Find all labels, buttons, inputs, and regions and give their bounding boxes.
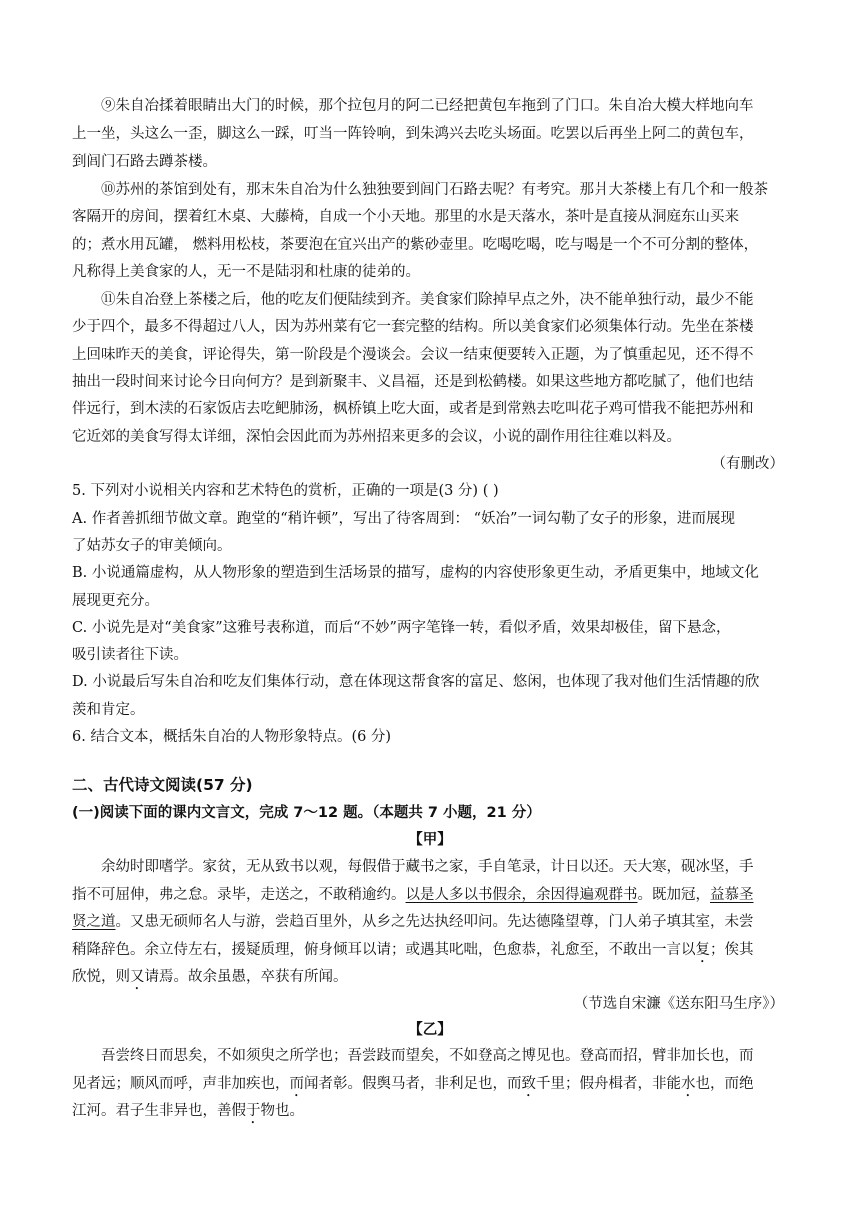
jia-line-4: [72, 940, 754, 966]
q5-option-b-line-2: 展现更充分。: [72, 593, 159, 609]
jia-line-3: [72, 912, 754, 932]
jia-line-1: 余幼时即嗜学。家贫，无从致书以观，每假借于藏书之家，手自笔录，计日以还。天大寒，砚冰坚，手: [101, 859, 754, 875]
passage-yi-label: 【乙】: [408, 1022, 452, 1038]
jia-line-3-text: 。又患无硕师名人与游，尝趋百里外，从乡之先达执经叩问。先达德隆望尊，门人弟子填其室，未尝: [115, 914, 754, 930]
story-p11-line-3: 上回味昨天的美食，评论得失，第一阶段是个漫谈会。会议一结束便要转入正题，为了慎重起见，还不得不: [72, 347, 754, 363]
section-2-heading: 二、古代诗文阅读(57 分): [72, 776, 253, 794]
story-p11-line-1: ⑪朱自冶登上茶楼之后，他的吃友们便陆续到齐。美食家们除掉早点之外，决不能单独行动，最少不能: [101, 292, 754, 308]
question-6: 6. 结合文本，概括朱自冶的人物形象特点。(6 分): [72, 729, 392, 745]
story-p11-line-6: 它近郊的美食写得太详细，深怕会因此而为苏州招来更多的会议，小说的副作用往往难以料及。: [72, 429, 681, 445]
jia-line-2-text-a: 指不可屈伸，弗之怠。录毕，走送之，不敢稍逾约。: [72, 887, 406, 903]
story-p9-line-2: 上一坐，头这么一歪，脚这么一踩，叮当一阵铃响，到朱鸿兴去吃头场面。吃罢以后再坐上阿二的黄包车，: [72, 126, 754, 142]
yi-dotted-word-zhi: 致: [521, 1076, 536, 1092]
yi-line-2-text-a: 见者远；顺风而呼，声非加疾也，: [72, 1076, 290, 1092]
q5-option-b-line-1: B. 小说通篇虚构，从人物形象的塑造到生活场景的描写，虚构的内容使形象更生动，矛盾更集中，地域文化: [72, 565, 759, 581]
jia-line-5-text-b: 请焉。故余虽愚，卒获有所闻。: [144, 969, 348, 985]
yi-line-2: [72, 1074, 754, 1100]
yi-dotted-word-yu: 于: [246, 1103, 261, 1119]
jia-line-2: [72, 885, 754, 905]
edit-note: （有删改）: [711, 456, 784, 472]
jia-line-5: [72, 967, 348, 993]
jia-line-2-text-b: 。既加冠，: [637, 887, 710, 903]
section-2-subheading: (一)阅读下面的课内文言文，完成 7～12 题。（本题共 7 小题，21 分）: [72, 805, 541, 821]
story-p10-line-4: 凡称得上美食家的人，无一不是陆羽和杜康的徒弟的。: [72, 264, 420, 280]
yi-line-1: 吾尝终日而思矣，不如须臾之所学也；吾尝跂而望矣，不如登高之博见也。登高而招，臂非加长也，而: [101, 1048, 754, 1064]
yi-line-2-text-b: 闻者彰。假舆马者，非利足也，而: [304, 1076, 522, 1092]
story-p11-line-2: 少于四个，最多不得超过八人，因为苏州菜有它一套完整的结构。所以美食家们必须集体行动。先坐在茶楼: [72, 319, 754, 335]
q5-option-c-line-1: C. 小说先是对“美食家”这雅号表称道，而后“不妙”两字笔锋一转，看似矛盾，效果却极佳，留下悬念，: [72, 620, 731, 636]
jia-underlined-phrase-start: 益慕圣: [710, 887, 754, 903]
jia-line-4-text-a: 稍降辞色。余立侍左右，援疑质理，俯身倾耳以请；或遇其叱咄，色愈恭，礼愈至，不敢出一言以: [72, 942, 696, 958]
yi-line-2-text-c: 千里；假舟楫者，非能: [536, 1076, 681, 1092]
story-p9-line-3: 到闾门石路去蹲茶楼。: [72, 154, 217, 170]
story-p9-line-1: ⑨朱自冶揉着眼睛出大门的时候，那个拉包月的阿二已经把黄包车拖到了门口。朱自冶大模大样地向车: [101, 98, 754, 114]
yi-dotted-word-shui: 水: [681, 1076, 696, 1092]
q5-option-d-line-1: D. 小说最后写朱自冶和吃友们集体行动，意在体现这帮食客的富足、悠闲，也体现了我对他们生活情趣的欣: [72, 674, 760, 690]
yi-dotted-word-er: 而: [289, 1076, 304, 1092]
yi-line-2-text-e: 也，而绝: [695, 1076, 754, 1092]
jia-underlined-phrase-end: 贤之道: [72, 914, 116, 930]
story-p10-line-2: 客隔开的房间，摆着红木桌、大藤椅，自成一个小天地。那里的水是天落水，茶叶是直接从洞庭东山买来: [72, 209, 739, 225]
passage-jia-label: 【甲】: [408, 832, 452, 848]
jia-line-4-text-b: ；俟其: [710, 942, 754, 958]
yi-line-3-text-a: 江河。君子生非异也，善假: [72, 1103, 246, 1119]
yi-line-3-text-b: 物也。: [260, 1103, 304, 1119]
q5-option-a-line-1: A. 作者善抓细节做文章。跑堂的“稍许顿”，写出了待客周到： “妖冶”一词勾勒了女子的形象，进而展现: [72, 511, 735, 527]
story-p10-line-1: ⑩苏州的茶馆到处有，那末朱自冶为什么独独要到闾门石路去呢？有考究。那爿大茶楼上有几个和一般茶: [101, 182, 768, 198]
jia-dotted-word-you: 又: [130, 969, 145, 985]
story-p11-line-5: 伴远行，到木渎的石家饭店去吃鲃肺汤，枫桥镇上吃大面，或者是到常熟去吃叫花子鸡可惜我不能把苏州和: [72, 401, 754, 417]
question-5-stem: 5. 下列对小说相关内容和艺术特色的赏析，正确的一项是(3 分) ( ): [72, 483, 499, 499]
jia-dotted-word-fu: 复: [695, 942, 710, 958]
q5-option-d-line-2: 羡和肯定。: [72, 702, 145, 718]
story-p11-line-4: 抽出一段时间来讨论今日向何方？是到新聚丰、义昌福，还是到松鹤楼。如果这些地方都吃腻了，他们也结: [72, 374, 754, 390]
jia-source: （节选自宋濂《送东阳马生序》）: [573, 996, 784, 1012]
yi-line-3: [72, 1101, 304, 1127]
q5-option-c-line-2: 吸引读者往下读。: [72, 647, 188, 663]
jia-line-5-text-a: 欣悦，则: [72, 969, 130, 985]
q5-option-a-line-2: 了姑苏女子的审美倾向。: [72, 538, 232, 554]
jia-underlined-sentence: 以是人多以书假余，余因得遍观群书: [405, 887, 638, 903]
story-p10-line-3: 的；煮水用瓦罐， 燃料用松枝，茶要泡在宜兴出产的紫砂壶里。吃喝吃喝，吃与喝是一个不可分割的整体，: [72, 237, 759, 253]
